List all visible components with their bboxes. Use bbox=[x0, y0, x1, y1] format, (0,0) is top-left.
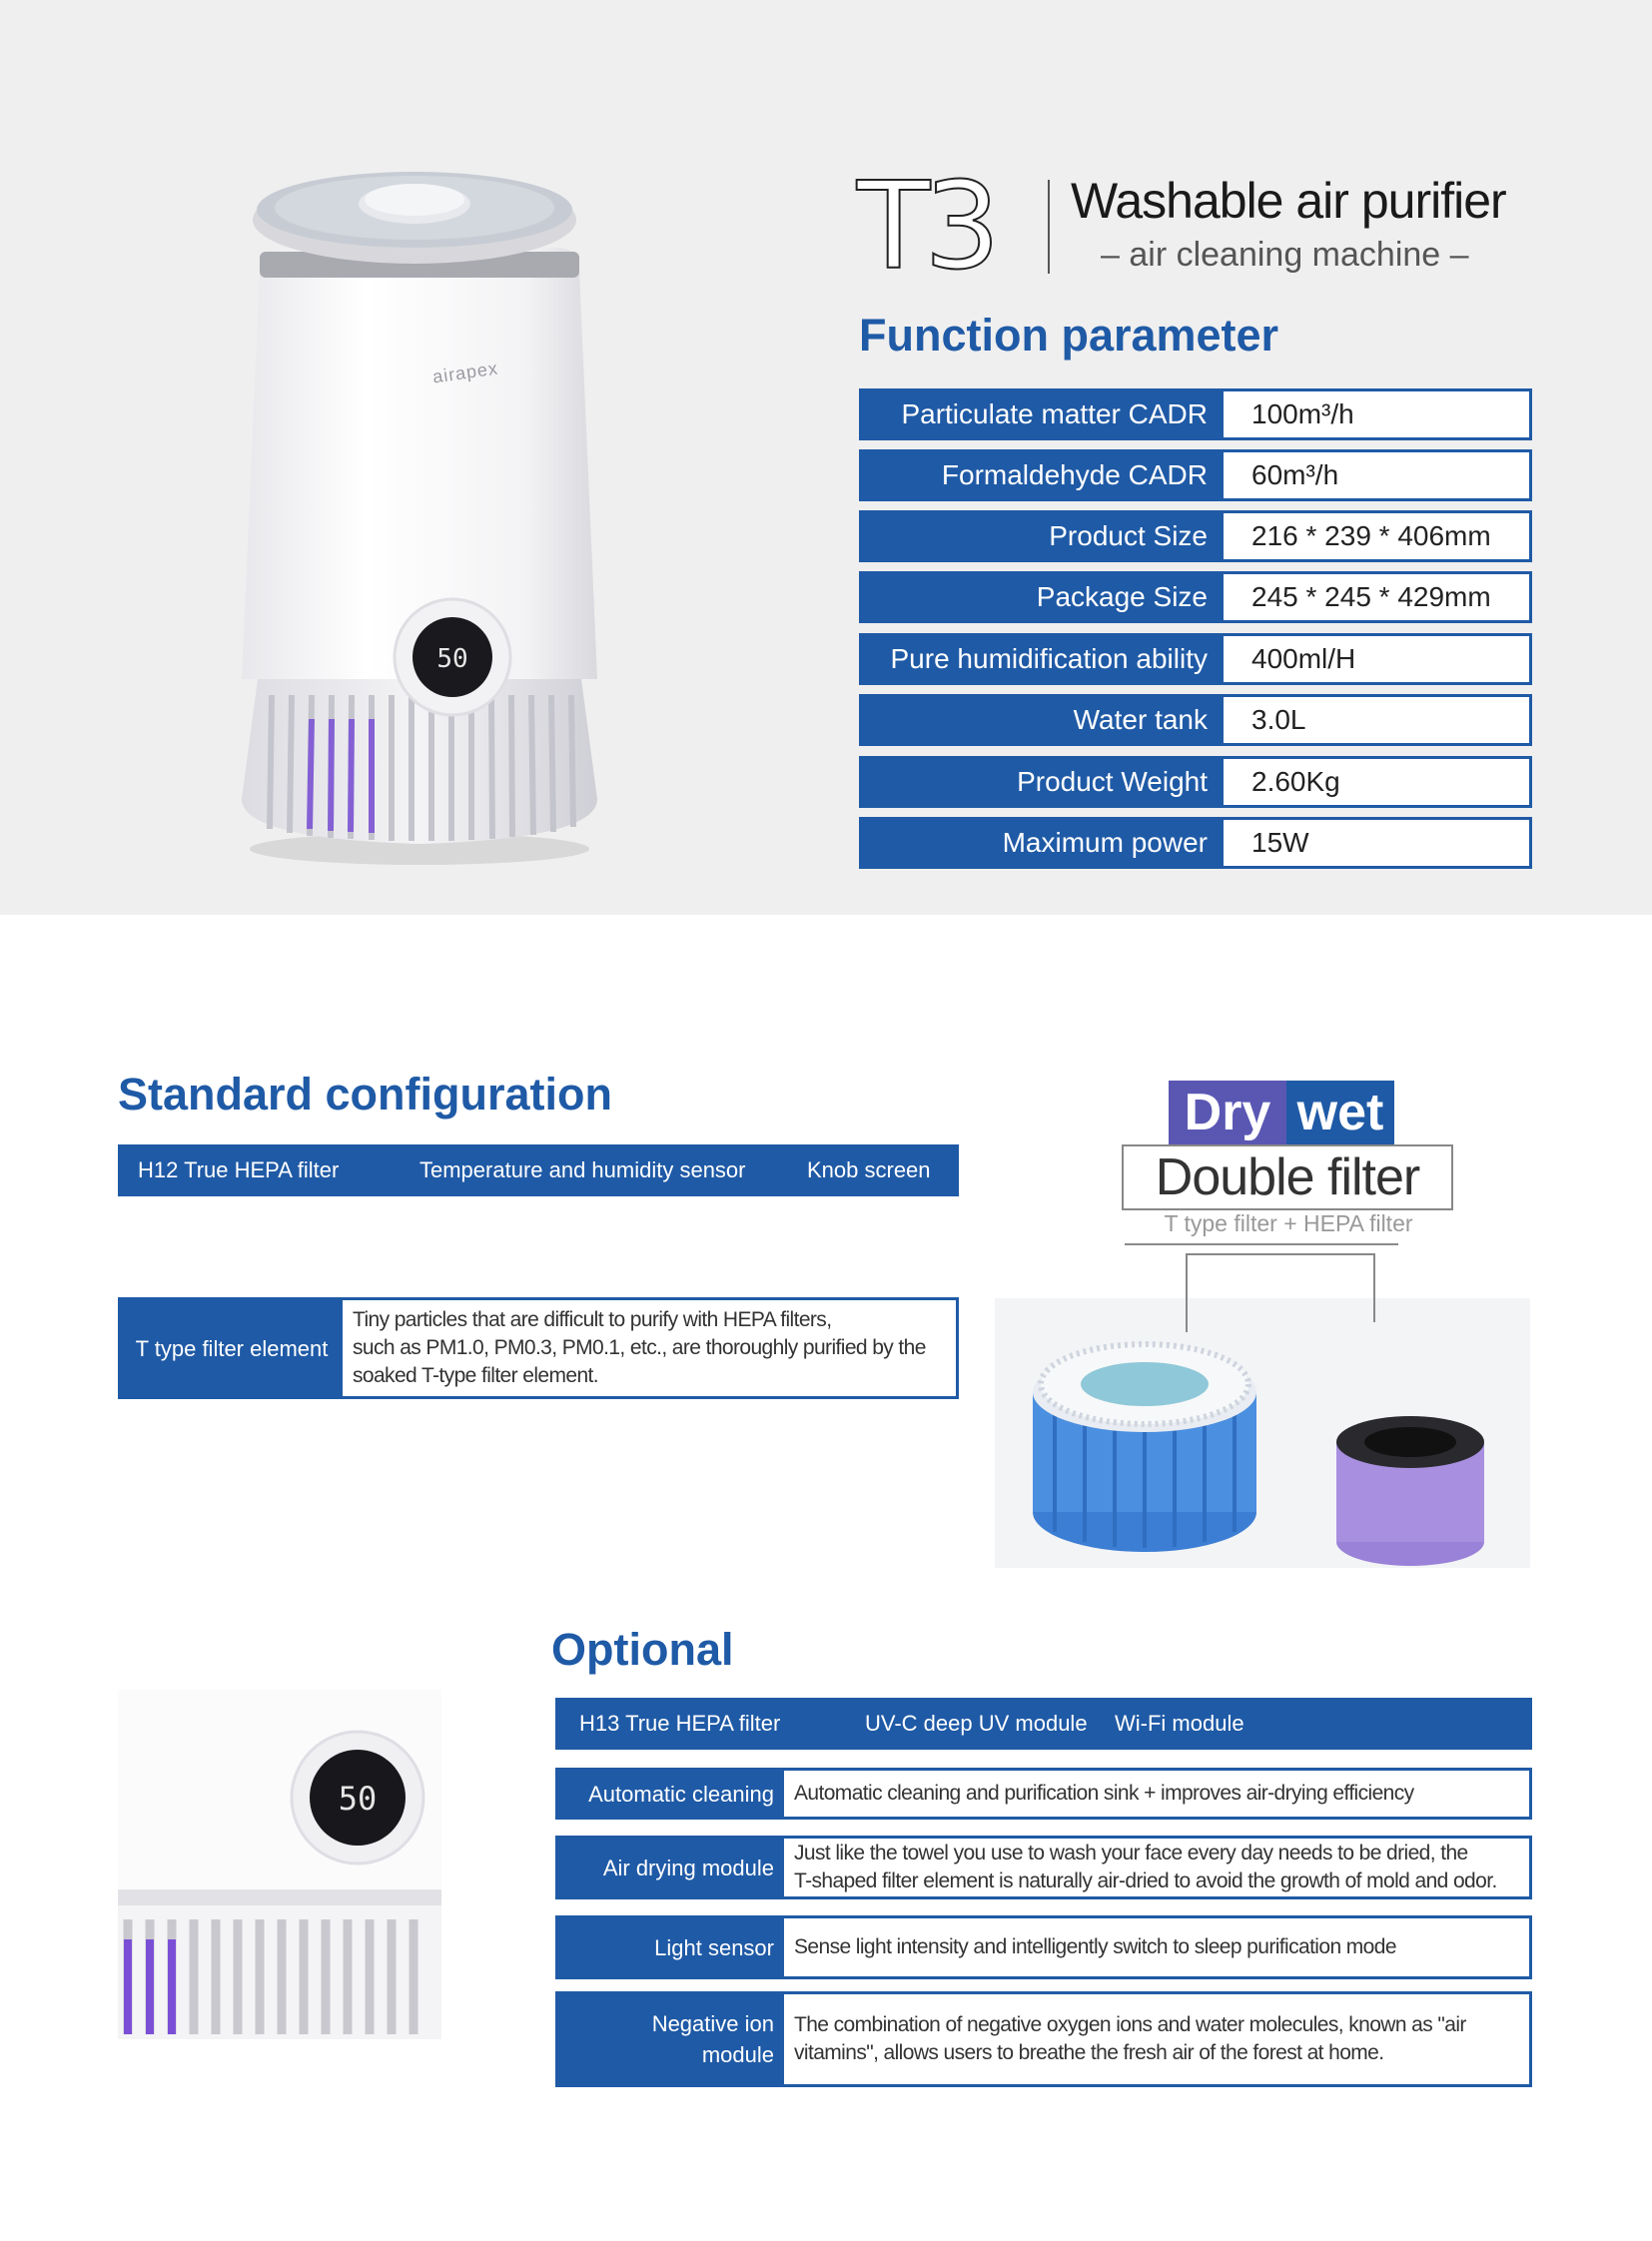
text-line: vitamins", allows users to breathe the fresh air of the forest at home. bbox=[794, 2041, 1384, 2064]
text-line: T-shaped filter element is naturally air-dried to avoid the growth of mold and odor. bbox=[794, 1869, 1497, 1892]
optional-item: Wi-Fi module bbox=[1115, 1711, 1244, 1736]
spec-label: Pure humidification ability bbox=[862, 636, 1224, 682]
model-name: T3 bbox=[857, 158, 995, 297]
double-filter-label: Double filter bbox=[1122, 1144, 1453, 1210]
dry-label: Dry bbox=[1169, 1081, 1286, 1144]
spec-row bbox=[859, 756, 1532, 808]
hero-section bbox=[0, 0, 1652, 915]
label-line: Light sensor bbox=[654, 1934, 774, 1960]
spec-row bbox=[859, 571, 1532, 623]
title-divider bbox=[1048, 180, 1050, 274]
standard-item: H12 True HEPA filter bbox=[138, 1157, 340, 1182]
spec-label: Product Size bbox=[862, 513, 1224, 559]
closeup-display-readout: 50 bbox=[338, 1780, 378, 1818]
description-line: Tiny particles that are difficult to purify with HEPA filters, bbox=[353, 1308, 832, 1331]
spec-label: Water tank bbox=[862, 697, 1224, 743]
spec-row bbox=[859, 510, 1532, 562]
spec-label: Particulate matter CADR bbox=[862, 391, 1224, 437]
optional-row-text bbox=[794, 1771, 1521, 1817]
spec-row bbox=[859, 817, 1532, 869]
optional-row-label bbox=[558, 1771, 784, 1817]
spec-label: Maximum power bbox=[862, 820, 1224, 866]
optional-item: H13 True HEPA filter bbox=[579, 1711, 781, 1736]
spec-value: 15W bbox=[1251, 827, 1309, 858]
label-line: Air drying module bbox=[602, 1855, 774, 1880]
label-line: Automatic cleaning bbox=[588, 1781, 774, 1807]
optional-row-label bbox=[558, 1839, 784, 1896]
standard-item: Temperature and humidity sensor bbox=[419, 1157, 746, 1182]
wet-label: wet bbox=[1286, 1081, 1394, 1144]
optional-row-text bbox=[794, 1994, 1521, 2084]
optional-row-label bbox=[558, 1994, 784, 2084]
t-filter-row bbox=[118, 1297, 959, 1399]
spec-value: 2.60Kg bbox=[1251, 766, 1340, 797]
description-line: such as PM1.0, PM0.3, PM0.1, etc., are thoroughly purified by the bbox=[353, 1336, 926, 1359]
standard-config-heading: Standard configuration bbox=[118, 1069, 612, 1120]
text-line: Sense light intensity and intelligently switch to sleep purification mode bbox=[794, 1935, 1396, 1958]
optional-row bbox=[555, 1991, 1532, 2087]
filters-image bbox=[995, 1242, 1530, 1568]
text-line: Just like the towel you use to wash your face every day needs to be dried, the bbox=[794, 1842, 1468, 1865]
spec-row bbox=[859, 694, 1532, 746]
spec-row bbox=[859, 388, 1532, 440]
spec-value: 60m³/h bbox=[1251, 459, 1339, 490]
optional-row-text bbox=[794, 1839, 1521, 1896]
optional-item: UV-C deep UV module bbox=[865, 1711, 1088, 1736]
spec-value: 3.0L bbox=[1251, 704, 1306, 735]
spec-row bbox=[859, 449, 1532, 501]
spec-label: Product Weight bbox=[862, 759, 1224, 805]
spec-label: Package Size bbox=[862, 574, 1224, 620]
spec-value: 100m³/h bbox=[1251, 398, 1354, 429]
standard-items-bar bbox=[118, 1144, 959, 1196]
spec-value: 245 * 245 * 429mm bbox=[1251, 581, 1491, 612]
t-filter-description bbox=[353, 1300, 948, 1396]
display-readout: 50 bbox=[436, 644, 468, 674]
spec-value: 400ml/H bbox=[1251, 643, 1356, 674]
description-line: soaked T-type filter element. bbox=[353, 1364, 599, 1387]
optional-items-bar bbox=[555, 1698, 1532, 1750]
product-title: Washable air purifier bbox=[1071, 173, 1506, 229]
t-filter-label: T type filter element bbox=[121, 1300, 343, 1396]
spec-label: Formaldehyde CADR bbox=[862, 452, 1224, 498]
optional-row-text bbox=[794, 1918, 1521, 1976]
function-parameter-heading: Function parameter bbox=[859, 310, 1279, 361]
label-line: Negative ion bbox=[651, 2011, 774, 2036]
spec-row bbox=[859, 633, 1532, 685]
text-line: The combination of negative oxygen ions and water molecules, known as "air bbox=[794, 2013, 1466, 2036]
purifier-image bbox=[200, 140, 639, 869]
optional-heading: Optional bbox=[551, 1624, 734, 1675]
optional-row-label bbox=[558, 1918, 784, 1976]
spec-value: 216 * 239 * 406mm bbox=[1251, 520, 1491, 551]
filter-types: T type filter + HEPA filter bbox=[1164, 1210, 1413, 1236]
standard-item: Knob screen bbox=[807, 1157, 931, 1182]
brand-logo: airapex bbox=[430, 358, 500, 387]
product-subtitle: – air cleaning machine – bbox=[1101, 236, 1469, 274]
label-line: module bbox=[701, 2042, 774, 2067]
text-line: Automatic cleaning and purification sink + improves air-drying efficiency bbox=[794, 1782, 1414, 1805]
optional-row bbox=[555, 1915, 1532, 1979]
optional-row bbox=[555, 1768, 1532, 1820]
optional-row bbox=[555, 1836, 1532, 1899]
purifier-closeup-image bbox=[118, 1690, 441, 2039]
